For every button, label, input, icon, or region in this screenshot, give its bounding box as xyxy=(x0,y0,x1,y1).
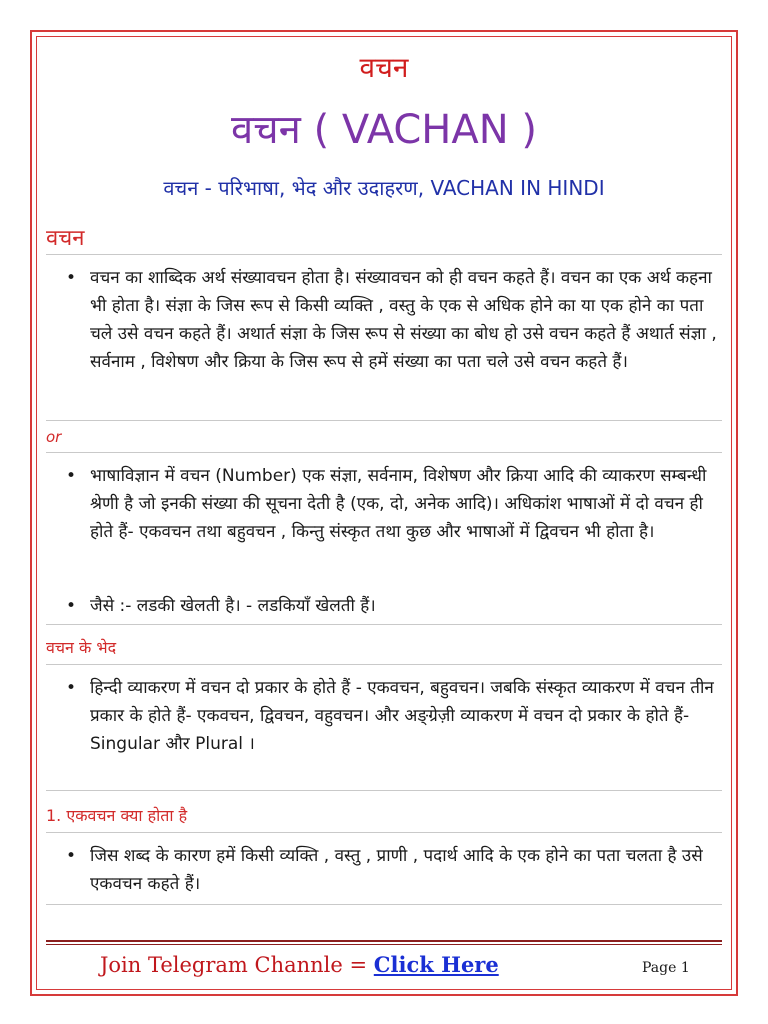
list-item-text: वचन का शाब्दिक अर्थ संख्यावचन होता है। संख्यावचन को ही वचन कहते हैं। वचन का एक अर्थ कहना भी होता है। संज्ञा के जिस रूप से किसी व्यक्ति , वस्तु के एक से अधिक होने का या एक होने का पता चले उसे वचन कहते हैं। अथार्त संज्ञा के जिस रूप से संख्या का बोध हो उसे वचन कहते हैं अथार्त संज्ञा , सर्वनाम , विशेषण और क्रिया के जिस रूप से हमें संख्या का पता चले उसे वचन कहते हैं। xyxy=(90,268,717,372)
bullet-icon: • xyxy=(66,678,77,698)
footer-divider xyxy=(46,940,722,942)
section-heading-bhed: वचन के भेद xyxy=(46,638,117,657)
telegram-text: Join Telegram Channle = xyxy=(100,953,374,977)
list-item-text: जैसे :- लडकी खेलती है। - लडकियाँ खेलती हैं। xyxy=(90,596,376,616)
bullet-icon: • xyxy=(66,466,77,486)
bullet-icon: • xyxy=(66,268,77,288)
section-heading-ekvachan: 1. एकवचन क्या होता है xyxy=(46,806,188,825)
footer-divider xyxy=(46,944,722,945)
list-item xyxy=(66,842,726,898)
list-item xyxy=(66,674,726,758)
top-title: वचन xyxy=(359,51,409,84)
list-item-text: जिस शब्द के कारण हमें किसी व्यक्ति , वस्तु , प्राणी , पदार्थ आदि के एक होने का पता चलता है उसे एकवचन कहते हैं। xyxy=(90,846,703,894)
divider xyxy=(46,420,722,421)
footer-telegram xyxy=(100,952,499,977)
divider xyxy=(46,904,722,905)
click-here-link[interactable]: Click Here xyxy=(373,952,499,977)
divider xyxy=(46,832,722,833)
list-item-text: भाषाविज्ञान में वचन (Number) एक संज्ञा, सर्वनाम, विशेषण और क्रिया आदि की व्याकरण सम्बन्धी श्रेणी है जो इनकी संख्या की सूचना देती है (एक, दो, अनेक आदि)। अधिकांश भाषाओं में दो वचन ही होते हैं- एकवचन तथा बहुवचन , किन्तु संस्कृत तथा कुछ और भाषाओं में द्विवचन भी होता है। xyxy=(90,466,707,542)
divider xyxy=(46,624,722,625)
bullet-icon: • xyxy=(66,846,77,866)
list-item xyxy=(66,592,726,620)
divider xyxy=(46,790,722,791)
page-number: Page 1 xyxy=(642,960,690,976)
divider xyxy=(46,254,722,255)
list-item xyxy=(66,462,726,546)
section-heading-vachan: वचन xyxy=(46,226,85,251)
bullet-icon: • xyxy=(66,596,77,616)
subtitle: वचन - परिभाषा, भेद और उदाहरण, VACHAN IN HINDI xyxy=(163,176,605,200)
or-label: or xyxy=(46,428,62,446)
list-item xyxy=(66,264,726,376)
divider xyxy=(46,452,722,453)
main-title: वचन ( VACHAN ) xyxy=(231,107,537,153)
divider xyxy=(46,664,722,665)
list-item-text: हिन्दी व्याकरण में वचन दो प्रकार के होते हैं - एकवचन, बहुवचन। जबकि संस्कृत व्याकरण में वचन तीन प्रकार के होते हैं- एकवचन, द्विवचन, वहुवचन। और अङ्ग्रेज़ी व्याकरण में वचन दो प्रकार के होते हैं- Singular और Plural । xyxy=(90,678,714,754)
